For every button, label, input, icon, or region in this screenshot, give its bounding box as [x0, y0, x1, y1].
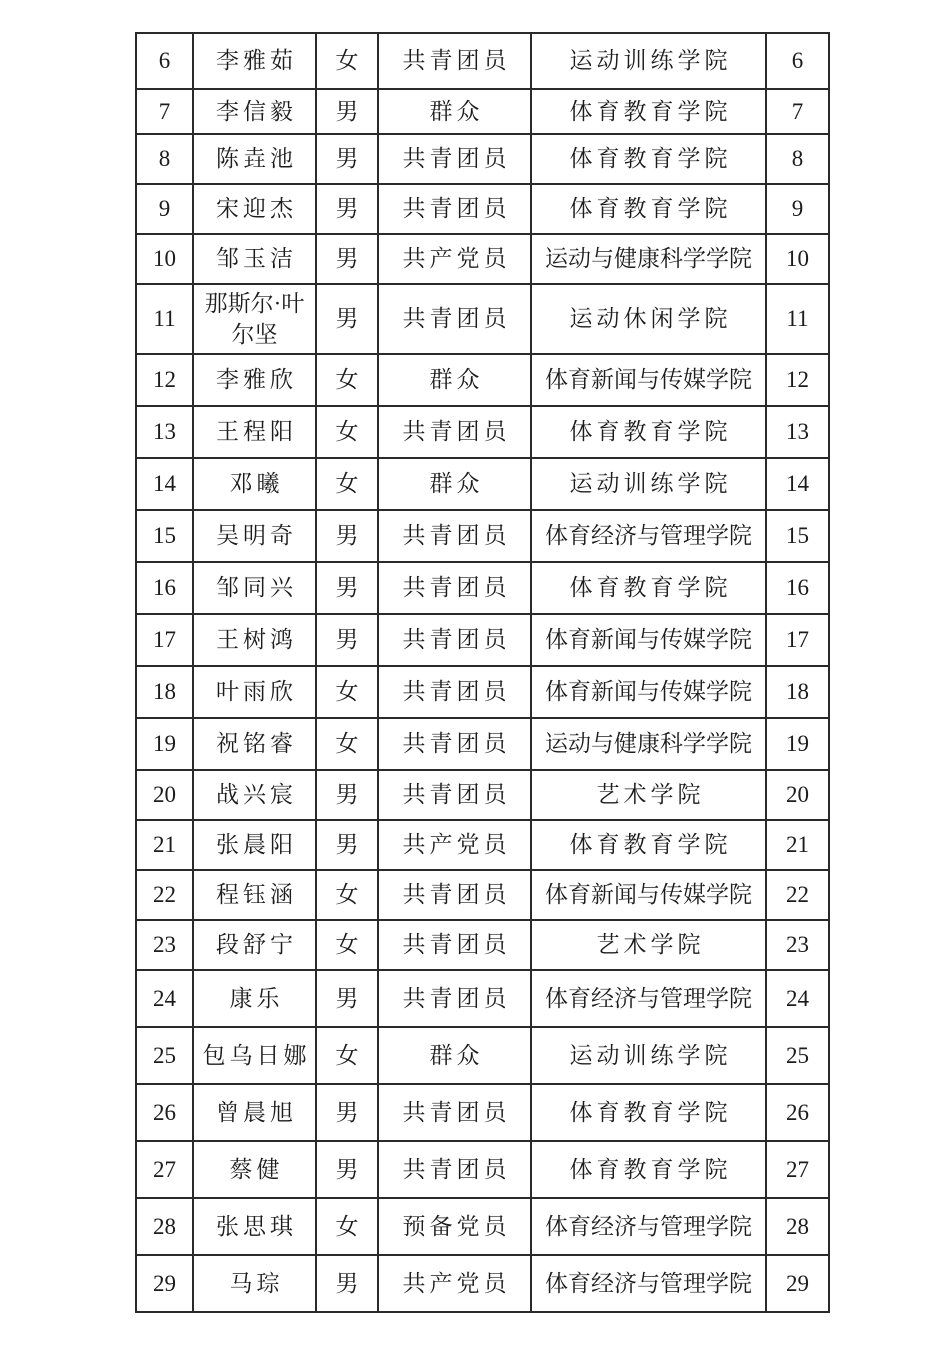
cell-name: 祝铭睿 — [193, 718, 316, 770]
cell-college: 体育教育学院 — [531, 406, 766, 458]
cell-no2: 23 — [766, 920, 829, 970]
cell-no2: 20 — [766, 770, 829, 820]
cell-name: 邓曦 — [193, 458, 316, 510]
cell-no: 6 — [136, 33, 193, 89]
cell-no: 22 — [136, 870, 193, 920]
cell-no2: 21 — [766, 820, 829, 870]
cell-gender: 女 — [316, 1027, 378, 1084]
cell-name: 张晨阳 — [193, 820, 316, 870]
cell-gender: 男 — [316, 820, 378, 870]
cell-college: 体育新闻与传媒学院 — [531, 614, 766, 666]
cell-college: 体育教育学院 — [531, 562, 766, 614]
cell-no2: 22 — [766, 870, 829, 920]
cell-status: 共青团员 — [378, 510, 531, 562]
cell-status: 共青团员 — [378, 770, 531, 820]
cell-no: 18 — [136, 666, 193, 718]
cell-no: 17 — [136, 614, 193, 666]
cell-status: 预备党员 — [378, 1198, 531, 1255]
cell-status: 共青团员 — [378, 666, 531, 718]
cell-college: 运动休闲学院 — [531, 284, 766, 354]
cell-name: 吴明奇 — [193, 510, 316, 562]
cell-no: 20 — [136, 770, 193, 820]
cell-status: 共产党员 — [378, 820, 531, 870]
cell-no: 27 — [136, 1141, 193, 1198]
cell-college: 艺术学院 — [531, 920, 766, 970]
table-row — [136, 614, 829, 666]
table-row — [136, 458, 829, 510]
cell-no2: 26 — [766, 1084, 829, 1141]
cell-status: 群众 — [378, 89, 531, 134]
table-row — [136, 718, 829, 770]
cell-gender: 女 — [316, 458, 378, 510]
cell-gender: 女 — [316, 354, 378, 406]
cell-gender: 男 — [316, 134, 378, 184]
cell-status: 群众 — [378, 1027, 531, 1084]
cell-college: 体育经济与管理学院 — [531, 970, 766, 1027]
table-row — [136, 1255, 829, 1312]
cell-gender: 男 — [316, 1255, 378, 1312]
cell-no: 11 — [136, 284, 193, 354]
document-page — [0, 32, 944, 1369]
table-row — [136, 920, 829, 970]
table-row — [136, 970, 829, 1027]
table-row — [136, 234, 829, 284]
cell-no2: 7 — [766, 89, 829, 134]
table-row — [136, 284, 829, 354]
cell-name: 李雅茹 — [193, 33, 316, 89]
cell-status: 共青团员 — [378, 920, 531, 970]
cell-no2: 24 — [766, 970, 829, 1027]
table-row — [136, 89, 829, 134]
cell-gender: 男 — [316, 234, 378, 284]
cell-status: 共青团员 — [378, 134, 531, 184]
cell-status: 共青团员 — [378, 718, 531, 770]
cell-college: 运动训练学院 — [531, 33, 766, 89]
cell-college: 运动训练学院 — [531, 1027, 766, 1084]
table-row — [136, 1027, 829, 1084]
cell-status: 共产党员 — [378, 234, 531, 284]
cell-no: 26 — [136, 1084, 193, 1141]
cell-no: 19 — [136, 718, 193, 770]
cell-college: 体育教育学院 — [531, 1084, 766, 1141]
cell-gender: 男 — [316, 970, 378, 1027]
cell-name: 李雅欣 — [193, 354, 316, 406]
table-row — [136, 1141, 829, 1198]
cell-name: 曾晨旭 — [193, 1084, 316, 1141]
cell-gender: 男 — [316, 510, 378, 562]
cell-no2: 9 — [766, 184, 829, 234]
cell-gender: 女 — [316, 920, 378, 970]
cell-name: 马琮 — [193, 1255, 316, 1312]
table-row — [136, 820, 829, 870]
table-row — [136, 33, 829, 89]
cell-status: 共青团员 — [378, 614, 531, 666]
cell-college: 体育经济与管理学院 — [531, 1255, 766, 1312]
cell-college: 体育新闻与传媒学院 — [531, 666, 766, 718]
cell-status: 共青团员 — [378, 1084, 531, 1141]
cell-no: 9 — [136, 184, 193, 234]
cell-name: 包乌日娜 — [193, 1027, 316, 1084]
cell-gender: 男 — [316, 770, 378, 820]
cell-gender: 男 — [316, 562, 378, 614]
table-row — [136, 870, 829, 920]
cell-college: 体育教育学院 — [531, 184, 766, 234]
cell-no2: 27 — [766, 1141, 829, 1198]
cell-name: 战兴宸 — [193, 770, 316, 820]
table-row — [136, 406, 829, 458]
table-body — [136, 33, 829, 1312]
cell-no2: 8 — [766, 134, 829, 184]
table-row — [136, 666, 829, 718]
cell-college: 体育新闻与传媒学院 — [531, 354, 766, 406]
cell-no: 13 — [136, 406, 193, 458]
cell-status: 共青团员 — [378, 562, 531, 614]
cell-no2: 18 — [766, 666, 829, 718]
cell-no2: 29 — [766, 1255, 829, 1312]
cell-name: 张思琪 — [193, 1198, 316, 1255]
cell-status: 共青团员 — [378, 1141, 531, 1198]
cell-college: 运动训练学院 — [531, 458, 766, 510]
cell-name: 王树鸿 — [193, 614, 316, 666]
cell-no2: 17 — [766, 614, 829, 666]
cell-name: 宋迎杰 — [193, 184, 316, 234]
table-row — [136, 1084, 829, 1141]
table-row — [136, 354, 829, 406]
cell-gender: 男 — [316, 1141, 378, 1198]
cell-name: 程钰涵 — [193, 870, 316, 920]
cell-name: 李信毅 — [193, 89, 316, 134]
cell-no: 21 — [136, 820, 193, 870]
cell-name: 康乐 — [193, 970, 316, 1027]
cell-gender: 男 — [316, 614, 378, 666]
cell-no: 29 — [136, 1255, 193, 1312]
cell-name: 邹玉洁 — [193, 234, 316, 284]
cell-no2: 13 — [766, 406, 829, 458]
cell-status: 共青团员 — [378, 284, 531, 354]
cell-no: 24 — [136, 970, 193, 1027]
cell-status: 群众 — [378, 458, 531, 510]
table-row — [136, 184, 829, 234]
table-row — [136, 770, 829, 820]
cell-no2: 16 — [766, 562, 829, 614]
cell-status: 共青团员 — [378, 33, 531, 89]
cell-college: 体育经济与管理学院 — [531, 510, 766, 562]
cell-status: 共青团员 — [378, 870, 531, 920]
cell-no2: 28 — [766, 1198, 829, 1255]
cell-no2: 14 — [766, 458, 829, 510]
cell-college: 体育经济与管理学院 — [531, 1198, 766, 1255]
cell-no2: 19 — [766, 718, 829, 770]
cell-status: 共青团员 — [378, 970, 531, 1027]
cell-no: 12 — [136, 354, 193, 406]
cell-no: 15 — [136, 510, 193, 562]
cell-no2: 25 — [766, 1027, 829, 1084]
cell-gender: 女 — [316, 870, 378, 920]
cell-no: 7 — [136, 89, 193, 134]
cell-no2: 11 — [766, 284, 829, 354]
cell-no: 14 — [136, 458, 193, 510]
cell-status: 共青团员 — [378, 184, 531, 234]
table-row — [136, 134, 829, 184]
cell-college: 艺术学院 — [531, 770, 766, 820]
cell-college: 运动与健康科学学院 — [531, 718, 766, 770]
cell-gender: 女 — [316, 718, 378, 770]
cell-no2: 15 — [766, 510, 829, 562]
cell-name: 陈垚池 — [193, 134, 316, 184]
cell-no: 8 — [136, 134, 193, 184]
table-row — [136, 1198, 829, 1255]
cell-no: 25 — [136, 1027, 193, 1084]
cell-gender: 女 — [316, 406, 378, 458]
cell-gender: 女 — [316, 1198, 378, 1255]
cell-no2: 12 — [766, 354, 829, 406]
cell-name: 王程阳 — [193, 406, 316, 458]
cell-no2: 6 — [766, 33, 829, 89]
cell-gender: 男 — [316, 184, 378, 234]
cell-college: 体育教育学院 — [531, 1141, 766, 1198]
cell-no: 16 — [136, 562, 193, 614]
cell-status: 共青团员 — [378, 406, 531, 458]
cell-gender: 男 — [316, 89, 378, 134]
cell-name: 段舒宁 — [193, 920, 316, 970]
cell-college: 体育教育学院 — [531, 820, 766, 870]
cell-no: 23 — [136, 920, 193, 970]
cell-college: 运动与健康科学学院 — [531, 234, 766, 284]
table-row — [136, 510, 829, 562]
cell-no: 28 — [136, 1198, 193, 1255]
table-row — [136, 562, 829, 614]
cell-gender: 女 — [316, 666, 378, 718]
cell-no2: 10 — [766, 234, 829, 284]
cell-name: 叶雨欣 — [193, 666, 316, 718]
cell-status: 共产党员 — [378, 1255, 531, 1312]
cell-status: 群众 — [378, 354, 531, 406]
cell-name: 蔡健 — [193, 1141, 316, 1198]
cell-name: 邹同兴 — [193, 562, 316, 614]
cell-gender: 男 — [316, 284, 378, 354]
cell-gender: 男 — [316, 1084, 378, 1141]
student-roster-table — [135, 32, 830, 1313]
cell-no: 10 — [136, 234, 193, 284]
cell-college: 体育教育学院 — [531, 134, 766, 184]
cell-name: 那斯尔·叶尔坚 — [193, 284, 316, 354]
cell-college: 体育新闻与传媒学院 — [531, 870, 766, 920]
cell-gender: 女 — [316, 33, 378, 89]
cell-college: 体育教育学院 — [531, 89, 766, 134]
